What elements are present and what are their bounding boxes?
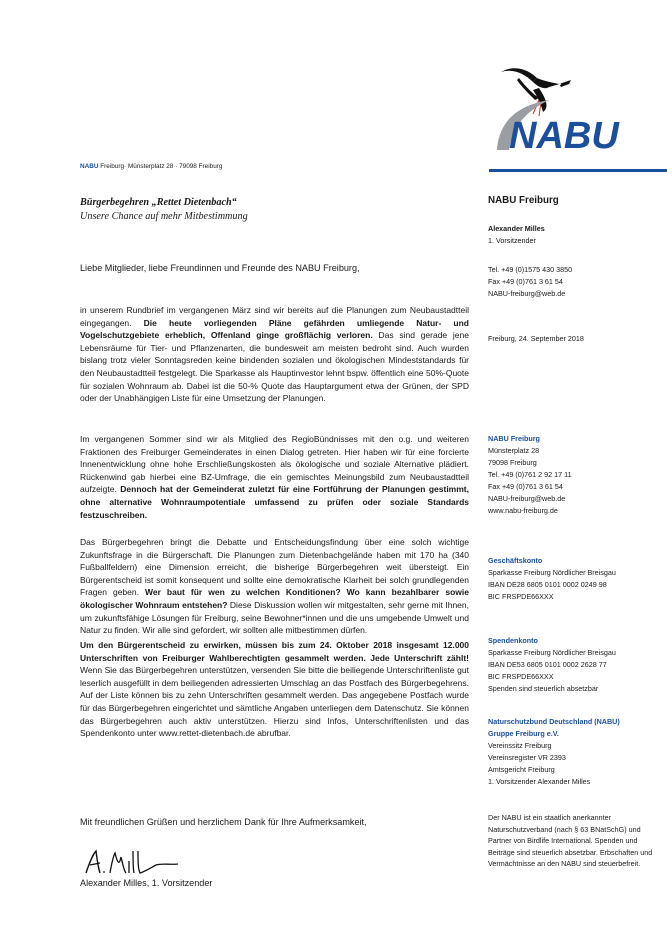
rc-geschaeftskonto: Geschäftskonto Sparkasse Freiburg Nördlicher Breisgau IBAN DE28 6805 0101 0002 0249 98 BIC FRSPDE66XXX xyxy=(488,556,616,601)
paragraph-1: in unserem Rundbrief im vergangenen März sind wir bereits auf die Planungen zum Neubaustadtteil eingegangen. Die heute vorliegenden Pläne gefährden umliegende Natur- und Vogelschutzgebiete erheblich, Offenland ginge großflächig verloren. Das sind gerade jene Lebensräume für Tier- und Pflanzenarten, die bundesweit am meisten bedroht sind. Auch wurden bislang trotz vieler Sonntagsreden keine bindenden sozialen und ökologischen Mindeststandards für den Neubaustadtteil festgelegt. Die Sparkasse als Hauptinvestor lehnt bspw. öffentlich eine 50%-Quote für sozialen Wohnraum ab. Dabei ist die 50-% Quote das Hauptargument etwa der Grünen, der SPD oder der Unabhängigen Liste für eine Umsetzung der Planungen. xyxy=(80,305,469,404)
rc-address: NABU Freiburg Münsterplatz 28 79098 Freiburg Tel. +49 (0)761 2 92 17 11 Fax +49 (0)761 3 61 54 NABU-freiburg@web.de www.nabu-freiburg.de xyxy=(488,433,666,517)
salutation: Liebe Mitglieder, liebe Freundinnen und Freunde des NABU Freiburg, xyxy=(80,263,360,273)
paragraph-3: Das Bürgerbegehren bringt die Debatte und Entscheidungsfindung über eine solch wichtige Zukunftsfrage in die Bürgerschaft. Die Planungen zum Dietenbachgelände haben mit 170 ha (340 Fußballfeldern) eine Dimension erreicht, die bisherige Bürgerbegehren weit übersteigt. Ein Bürgerentscheid ist somit konsequent und sollte eine demokratische Klarheit bei solch grundlegenden Fragen geben. Wer baut für wen zu welchen Konditionen? Wo kann bezahlbarer sowie ökologischer Wohnraum entstehen? Diese Diskussion wollen wir mitgestalten, sehr gerne mit Ihnen, um zukunftsfähige Lösungen für Freiburg, seine Bewohner*innen und die uns umgebende Umwelt und Natur zu finden. Wir alle sind gefordert, wir sollten alle mitbestimmen dürfen. xyxy=(80,537,469,636)
email-link[interactable]: NABU-freiburg@web.de xyxy=(488,494,566,503)
signer: Alexander Milles, 1. Vorsitzender xyxy=(80,878,213,888)
paragraph-4: Um den Bürgerentscheid zu erwirken, müssen bis zum 24. Oktober 2018 insgesamt 12.000 Unterschriften von Freiburger Wahlberechtigten gesammelt werden. Jede Unterschrift zählt! Wenn Sie das Bürgerbegehren unterstützen, versenden Sie bitte die beiliegende Unterschriftenliste gut leserlich ausgefüllt in dem beiliegenden adressierten Umschlag an das Postfach des Bürgerbegehrens. Auf der Liste können bis zu zehn Unterschriften gesammelt werden. Das angegebene Postfach wurde für das Bürgerbegehren eingerichtet und sämtliche Angaben unterliegen dem Datenschutz. Sie können das Bürgerbegehren auch aktiv unterstützen. Hierzu sind Infos, Unterschriftenlisten und das Spendenkonto unter www.rettet-dietenbach.de abrufbar. xyxy=(80,640,469,739)
website-link[interactable]: www.nabu-freiburg.de xyxy=(488,506,558,515)
rc-note: Der NABU ist ein staatlich anerkannter Naturschutzverband (nach § 63 BNatSchG) und Partner von Birdlife International. Spenden und Beiträge sind steuerlich absetzbar. Erbschaften und Vermächtnisse an den NABU sind steuerbefreit. xyxy=(488,813,653,869)
stork-logo-icon xyxy=(489,60,667,172)
nabu-logo xyxy=(489,60,667,172)
rc-association: Naturschutzbund Deutschland (NABU) Gruppe Freiburg e.V. Vereinssitz Freiburg Vereinsregister VR 2393 Amtsgericht Freiburg 1. Vorsitzender Alexander Milles xyxy=(488,717,620,786)
rc-person: Alexander Milles 1. Vorsitzender xyxy=(488,224,545,245)
paragraph-2: Im vergangenen Sommer sind wir als Mitglied des RegioBündnisses mit den o.g. und weiteren Fraktionen des Freiburger Gemeinderates in einen Dialog getreten. Hier haben wir für eine forcierte Innenentwicklung ohne hohe Erschließungskosten als ökologische und soziale Alternative plädiert. Rückenwind gab hierbei eine BZ-Umfrage, die ein gemischtes Meinungsbild zum Neubaustadtteil aufzeigte. Dennoch hat der Gemeinderat zuletzt für eine Fortführung der Planungen gestimmt, ohne alternative Wohnraumpotentiale umfassend zu prüfen oder soziale Standards festzuschreiben. xyxy=(80,434,469,520)
sender-line: NABU Freiburg· Münsterplatz 28 · 79098 Freiburg xyxy=(80,163,223,170)
subject-title: Bürgerbegehren „Rettet Dietenbach“ xyxy=(80,197,237,208)
rc-org: NABU Freiburg xyxy=(488,195,559,206)
logo-bar xyxy=(489,169,667,172)
signature xyxy=(82,847,182,877)
subject xyxy=(80,196,248,224)
logo-text: NABU xyxy=(509,115,619,157)
subject-subtitle: Unsere Chance auf mehr Mitbestimmung xyxy=(80,211,248,222)
letter-date: Freiburg, 24. September 2018 xyxy=(488,334,584,343)
signature-icon xyxy=(82,847,182,877)
rc-contact: Tel. +49 (0)1575 430 3850 Fax +49 (0)761 3 61 54 NABU-freiburg@web.de xyxy=(488,264,666,300)
email-link[interactable]: NABU-freiburg@web.de xyxy=(488,289,566,298)
rc-spendenkonto: Spendenkonto Sparkasse Freiburg Nördlicher Breisgau IBAN DE53 6805 0101 0002 2628 77 BIC FRSPDE66XXX Spenden sind steuerlich absetzbar xyxy=(488,636,616,693)
closing: Mit freundlichen Grüßen und herzlichem Dank für Ihre Aufmerksamkeit, xyxy=(80,817,367,827)
